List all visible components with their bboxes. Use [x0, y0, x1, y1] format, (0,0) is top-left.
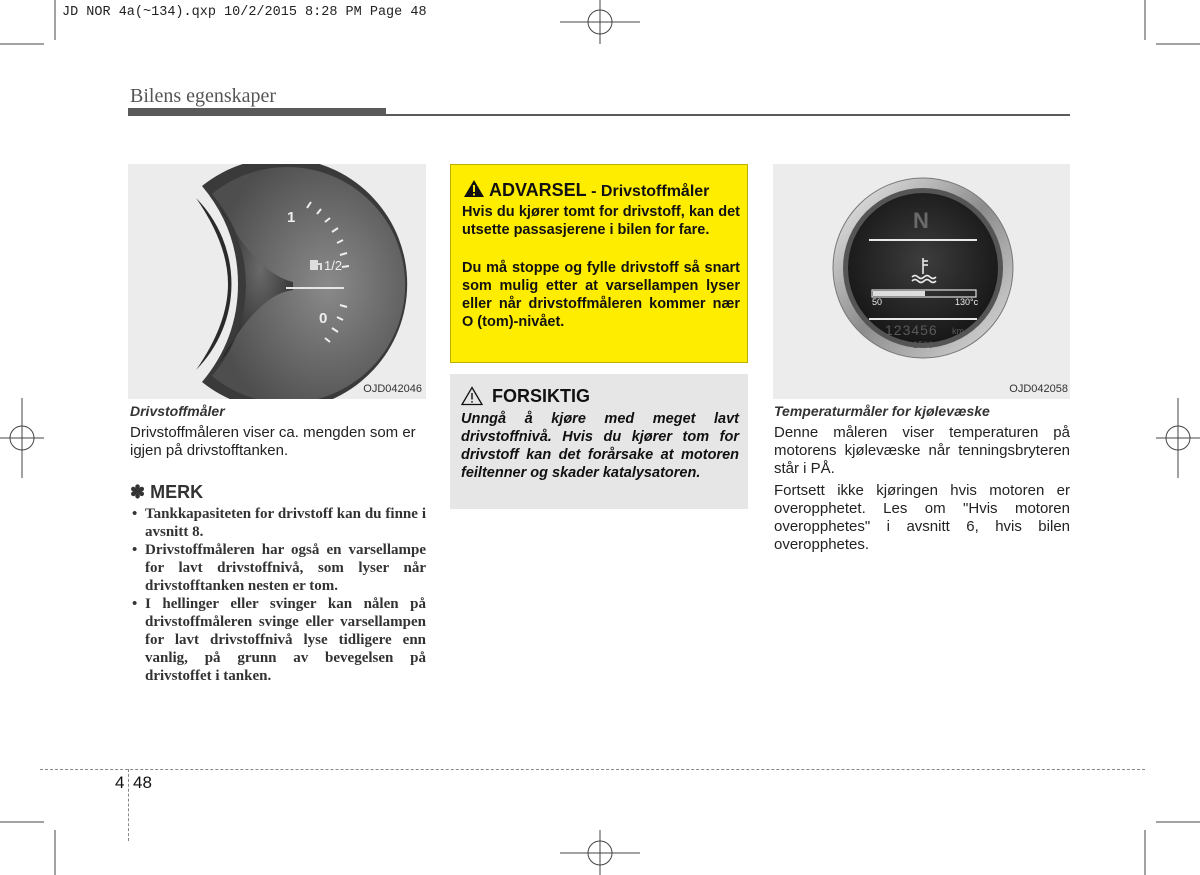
caution-title: FORSIKTIG	[492, 386, 590, 406]
warning-title	[463, 179, 709, 201]
merk-title: MERK	[150, 482, 204, 502]
caution-text: Unngå å kjøre med meget lavt drivstoffnivå. Hvis du kjører tom for drivstoff kan det forårsake at motoren feiltenner og skader katalysatoren.	[461, 411, 739, 481]
warning-triangle-icon	[463, 179, 485, 198]
odometer-unit: km	[952, 326, 964, 336]
caution-triangle-icon	[461, 386, 483, 406]
list-item: • Tankkapasiteten for drivstoff kan du finne i avsnitt 8.	[130, 505, 426, 541]
gauge-min-label: 50	[872, 297, 883, 307]
trip-value: 1500	[913, 340, 934, 350]
gear-indicator: N	[913, 208, 929, 233]
gauge-full-label: 1	[287, 209, 296, 226]
merk-list	[130, 505, 426, 685]
gauge-half-label: 1/2	[324, 258, 343, 273]
image-code: OJD042058	[1009, 383, 1068, 395]
footer-divider	[128, 769, 129, 841]
paragraph-1: Denne måleren viser temperaturen på motorens kjølevæske når tenningsbryteren står i PÅ.	[774, 424, 1070, 477]
image-code: OJD042046	[363, 383, 422, 395]
fuel-gauge-image	[128, 164, 426, 399]
section-title: Bilens egenskaper	[130, 85, 277, 107]
caption-title: Temperaturmåler for kjølevæske	[774, 403, 990, 419]
warning-paragraph-1: Hvis du kjører tomt for drivstoff, kan det utsette passasjerene i bilen for fare.	[462, 204, 740, 238]
chapter-number: 4	[115, 773, 125, 792]
odometer-value: 123456	[885, 322, 938, 338]
merk-heading	[130, 482, 203, 503]
header-bar	[128, 108, 386, 116]
header-rule	[386, 114, 1070, 116]
warning-subject: - Drivstoffmåler	[591, 183, 710, 200]
temperature-gauge-image	[773, 164, 1070, 399]
gauge-empty-label: 0	[319, 310, 328, 327]
print-slug: JD NOR 4a(~134).qxp 10/2/2015 8:28 PM Page 48	[62, 5, 427, 20]
caption-title: Drivstoffmåler	[130, 403, 225, 419]
paragraph-2: Fortsett ikke kjøringen hvis motoren er overopphetet. Les om "Hvis motoren overopphetes" i avsnitt 6, hvis bilen overopphetes.	[774, 482, 1070, 553]
caption-text: Drivstoffmåleren viser ca. mengden som er igjen på drivstofftanken.	[130, 424, 416, 459]
page-number: 48	[133, 773, 152, 792]
warning-paragraph-2: Du må stoppe og fylle drivstoff så snart som mulig etter at varsellampen lyser eller når drivstoffmåleren kommer nær O (tom)-nivået.	[462, 260, 740, 330]
list-item: • Drivstoffmåleren har også en varsellampe for lavt drivstoffnivå, som lyser når drivstofftanken nesten er tom.	[130, 541, 426, 595]
temperature-gauge-illustration	[773, 164, 1070, 399]
fuel-gauge-illustration	[128, 164, 426, 399]
warning-label: ADVARSEL	[489, 180, 587, 200]
list-item: • I hellinger eller svinger kan nålen på drivstoffmåleren svinge eller varsellampen for lavt drivstoffnivå lyse tidligere enn vanlig, på grunn av bevegelsen på drivstoffet i tanken.	[130, 595, 426, 685]
caution-box	[450, 374, 748, 509]
footer-rule	[40, 769, 1145, 770]
merk-symbol-icon: ✽	[130, 482, 146, 502]
gauge-max-label: 130°c	[955, 297, 979, 307]
warning-box	[450, 164, 748, 363]
